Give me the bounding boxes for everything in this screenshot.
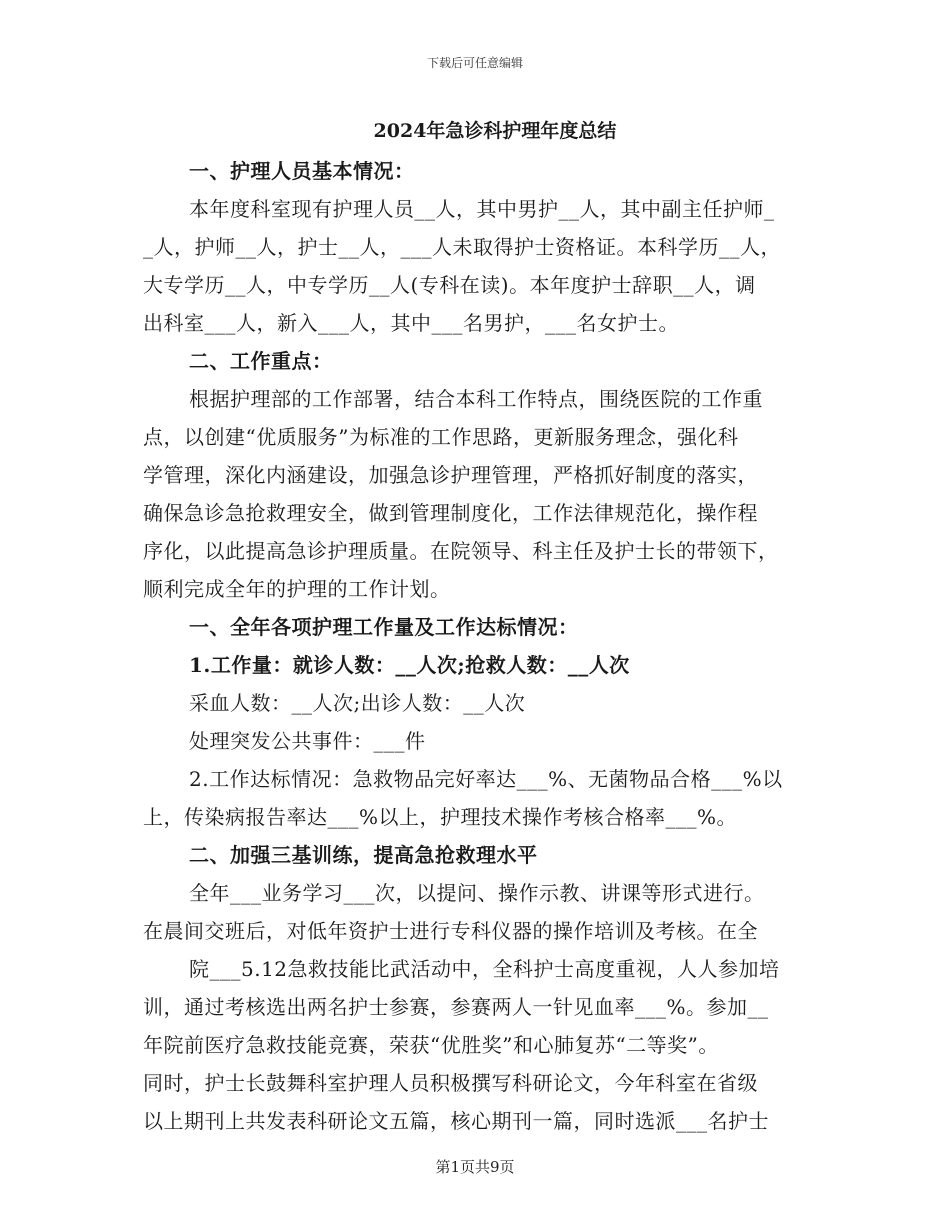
page-header: 下载后可任意编辑 <box>426 56 523 70</box>
paragraph-line: 年院前医疗急救技能竞赛，荣获“优胜奖”和心肺复苏“二等奖”。 <box>143 1033 719 1057</box>
paragraph-line: 大专学历__人，中专学历__人(专科在读)。本年度护士辞职__人，调 <box>143 273 756 297</box>
paragraph-line: 上，传染病报告率达___%以上，护理技术操作考核合格率___%。 <box>143 805 738 829</box>
paragraph-line: 序化，以此提高急诊护理质量。在院领导、科主任及护士长的带领下， <box>143 539 779 563</box>
page-footer: 第1页共9页 <box>435 1158 515 1176</box>
section-heading: 一、全年各项护理工作量及工作达标情况： <box>189 615 579 639</box>
paragraph-line: 采血人数：__人次;出诊人数：__人次 <box>189 691 526 715</box>
paragraph-line: 以上期刊上共发表科研论文五篇，核心期刊一篇，同时选派___名护士 <box>143 1109 769 1133</box>
paragraph-line: 2.工作达标情况：急救物品完好率达___%、无菌物品合格___%以 <box>189 767 783 791</box>
paragraph-line: 院___5.12急救技能比武活动中，全科护士高度重视，人人参加培 <box>189 957 780 981</box>
paragraph-line: 确保急诊急抢救理安全，做到管理制度化，工作法律规范化，操作程 <box>143 501 758 525</box>
paragraph-line: 点，以创建“优质服务”为标准的工作思路，更新服务理念，强化科 <box>143 425 739 449</box>
paragraph-line: 全年___业务学习___次，以提问、操作示教、讲课等形式进行。 <box>189 881 765 905</box>
section-heading: 二、加强三基训练，提高急抢救理水平 <box>189 843 538 867</box>
paragraph-line: 根据护理部的工作部署，结合本科工作特点，围绕医院的工作重 <box>189 387 763 411</box>
paragraph-line: _人，护师__人，护士__人，___人未取得护士资格证。本科学历__人， <box>143 235 781 259</box>
section-heading: 1.工作量：就诊人数：__人次;抢救人数：__人次 <box>189 653 630 677</box>
paragraph-line: 在晨间交班后，对低年资护士进行专科仪器的操作培训及考核。在全 <box>143 919 758 943</box>
document-title: 2024年急诊科护理年度总结 <box>373 120 617 142</box>
paragraph-line: 处理突发公共事件：___件 <box>189 729 426 753</box>
paragraph-line: 本年度科室现有护理人员__人，其中男护__人，其中副主任护师_ <box>189 197 775 221</box>
section-heading: 一、护理人员基本情况： <box>189 159 415 183</box>
paragraph-line: 出科室___人，新入___人，其中___名男护，___名女护士。 <box>143 311 679 335</box>
paragraph-line: 同时，护士长鼓舞科室护理人员积极撰写科研论文，今年科室在省级 <box>143 1071 758 1095</box>
paragraph-line: 训，通过考核选出两名护士参赛，参赛两人一针见血率___%。参加__ <box>143 995 769 1019</box>
paragraph-line: 学管理，深化内涵建设，加强急诊护理管理，严格抓好制度的落实， <box>143 463 758 487</box>
paragraph-line: 顺利完成全年的护理的工作计划。 <box>143 577 451 601</box>
section-heading: 二、工作重点： <box>189 349 333 373</box>
